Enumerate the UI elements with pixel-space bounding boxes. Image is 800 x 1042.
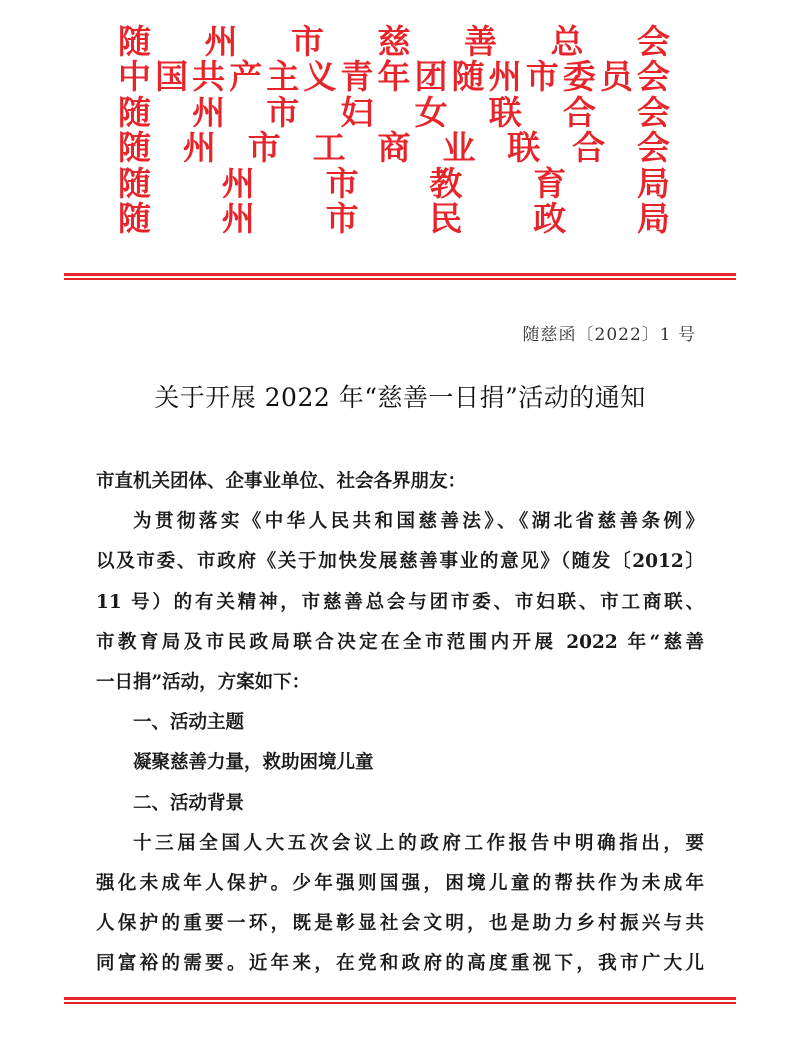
paragraph-line: 为贯彻落实《中华人民共和国慈善法》、《湖北省慈善条例》 — [133, 511, 704, 533]
masthead-line-2: 中 国 共 产 主 义 青 年 团 随 州 市 委 员 会 — [118, 57, 670, 97]
red-divider-bottom-thin — [64, 1002, 736, 1004]
masthead-line-4: 随 州 市 工 商 业 联 合 会 — [118, 128, 670, 168]
paragraph-line: 一日捐”活动，方案如下： — [96, 671, 311, 693]
paragraph-line: 十三届全国人大五次会议上的政府工作报告中明确指出，要 — [133, 832, 704, 854]
paragraph-line: 人保护的重要一环，既是彰显社会文明，也是助力乡村振兴与共 — [96, 913, 704, 935]
masthead-line-1: 随 州 市 慈 善 总 会 — [118, 22, 670, 61]
red-divider-top-thin — [64, 278, 736, 280]
red-divider-top — [64, 273, 736, 280]
paragraph-line: 同富裕的需要。近年来，在党和政府的高度重视下，我市广大儿 — [96, 953, 704, 975]
section-heading-theme: 一、活动主题 — [133, 712, 245, 734]
masthead-line-5: 随 州 市 教 育 局 — [118, 163, 670, 203]
red-divider-top-thick — [64, 273, 736, 276]
document-title: 关于开展 2022 年“慈善一日捐”活动的通知 — [154, 383, 646, 412]
masthead — [118, 24, 670, 236]
paragraph-line: 以及市委、市政府《关于加快发展慈善事业的意见》（随发〔2012〕 — [96, 551, 704, 573]
document-body — [96, 462, 704, 984]
paragraph-line: 市教育局及市民政局联合决定在全市范围内开展 2022 年“慈善 — [96, 631, 704, 653]
section-theme-text: 凝聚慈善力量，救助困境儿童 — [133, 752, 374, 774]
paragraph-line: 强化未成年人保护。少年强则国强，困境儿童的帮扶作为未成年 — [96, 872, 704, 894]
salutation: 市直机关团体、企事业单位、社会各界朋友： — [96, 471, 467, 492]
section-heading-background: 二、活动背景 — [133, 792, 245, 814]
red-divider-bottom-thick — [64, 997, 736, 1000]
masthead-line-6: 随 州 市 民 政 局 — [118, 198, 670, 238]
masthead-line-3: 随 州 市 妇 女 联 合 会 — [118, 92, 670, 132]
red-divider-bottom — [64, 997, 736, 1004]
paragraph-line: 11 号）的有关精神，市慈善总会与团市委、市妇联、市工商联、 — [96, 591, 704, 613]
document-number: 随慈函〔2022〕1 号 — [522, 325, 696, 345]
